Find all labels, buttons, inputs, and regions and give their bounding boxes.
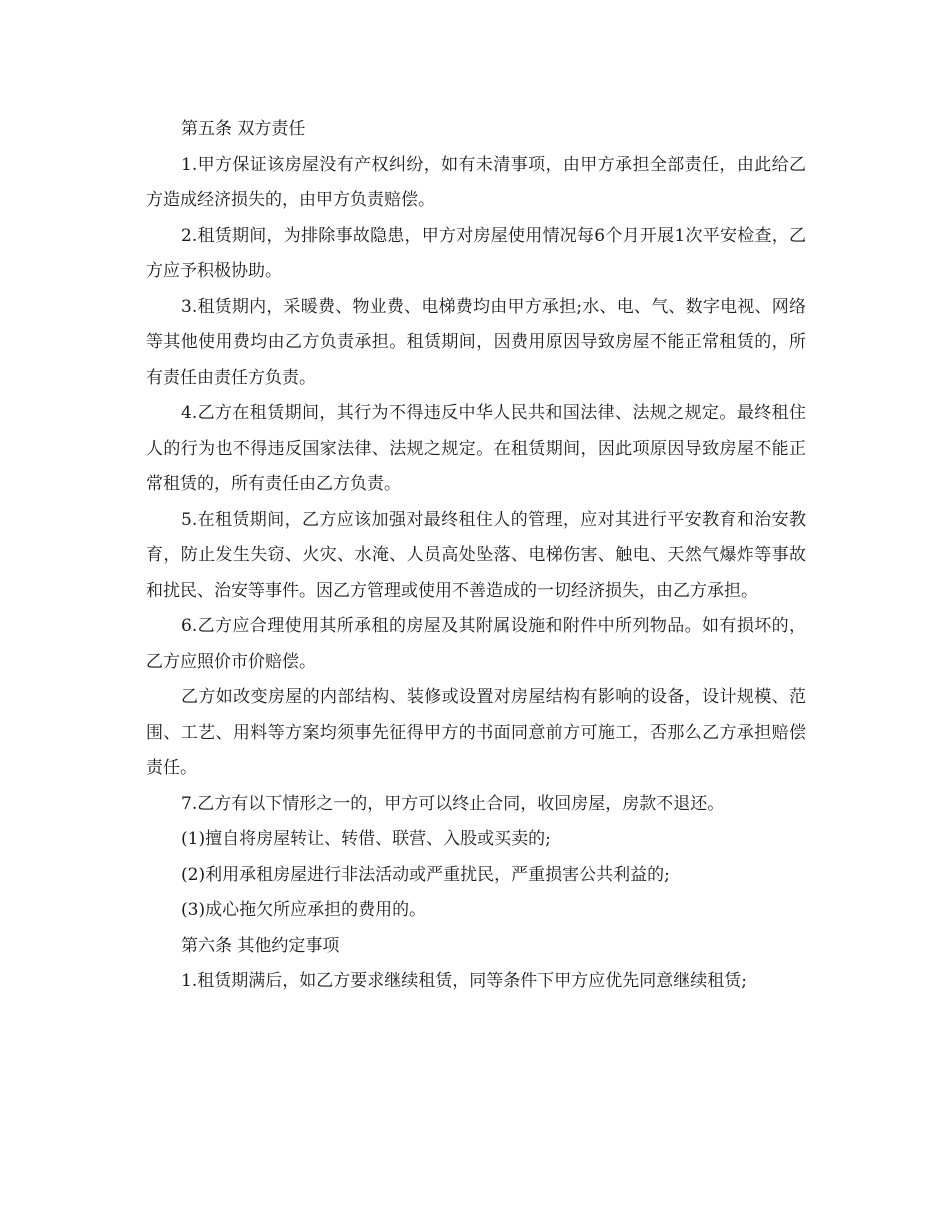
clause-5-7-item-1: (1)擅自将房屋转让、转借、联营、入股或买卖的; [181, 829, 551, 849]
document-page [146, 112, 806, 1000]
clause-5-6-supplement: 乙方如改变房屋的内部结构、装修或设置对房屋结构有影响的设备，设计规模、范围、工艺、用料等方案均须事先征得甲方的书面同意前方可施工，否那么乙方承担赔偿责任。 [146, 687, 806, 778]
clause-5-3: 3.租赁期内，采暖费、物业费、电梯费均由甲方承担;水、电、气、数字电视、网络等其他使用费均由乙方负责承担。租赁期间，因费用原因导致房屋不能正常租赁的，所有责任由责任方负责。 [146, 296, 806, 388]
clause-5-7: 7.乙方有以下情形之一的，甲方可以终止合同，收回房屋，房款不退还。 [181, 793, 725, 814]
clause-6-1: 1.租赁期满后，如乙方要求继续租赁，同等条件下甲方应优先同意继续租赁; [181, 971, 747, 991]
clause-5-4: 4.乙方在租赁期间，其行为不得违反中华人民共和国法律、法规之规定。最终租住人的行为也不得违反国家法律、法规之规定。在租赁期间，因此项原因导致房屋不能正常租赁的，所有责任由乙方负责。 [146, 403, 806, 494]
clause-5-7-item-3: (3)成心拖欠所应承担的费用的。 [181, 900, 427, 920]
clause-5-5: 5.在租赁期间，乙方应该加强对最终租住人的管理，应对其进行平安教育和治安教育，防止发生失窃、火灾、水淹、人员高处坠落、电梯伤害、触电、天然气爆炸等事故和扰民、治安等事件。因乙方管理或使用不善造成的一切经济损失，由乙方承担。 [146, 509, 806, 601]
section-heading-6: 第六条 其他约定事项 [181, 935, 340, 956]
clause-5-2: 2.租赁期间，为排除事故隐患，甲方对房屋使用情况每6个月开展1次平安检查，乙方应予积极协助。 [146, 225, 806, 281]
section-heading-5: 第五条 双方责任 [181, 119, 306, 139]
clause-5-6: 6.乙方应合理使用其所承租的房屋及其附属设施和附件中所列物品。如有损坏的，乙方应照价市价赔偿。 [146, 616, 806, 672]
clause-5-1: 1.甲方保证该房屋没有产权纠纷，如有未清事项，由甲方承担全部责任，由此给乙方造成经济损失的，由甲方负责赔偿。 [146, 154, 806, 210]
clause-5-7-item-2: (2)利用承租房屋进行非法活动或严重扰民，严重损害公共利益的; [181, 864, 670, 885]
